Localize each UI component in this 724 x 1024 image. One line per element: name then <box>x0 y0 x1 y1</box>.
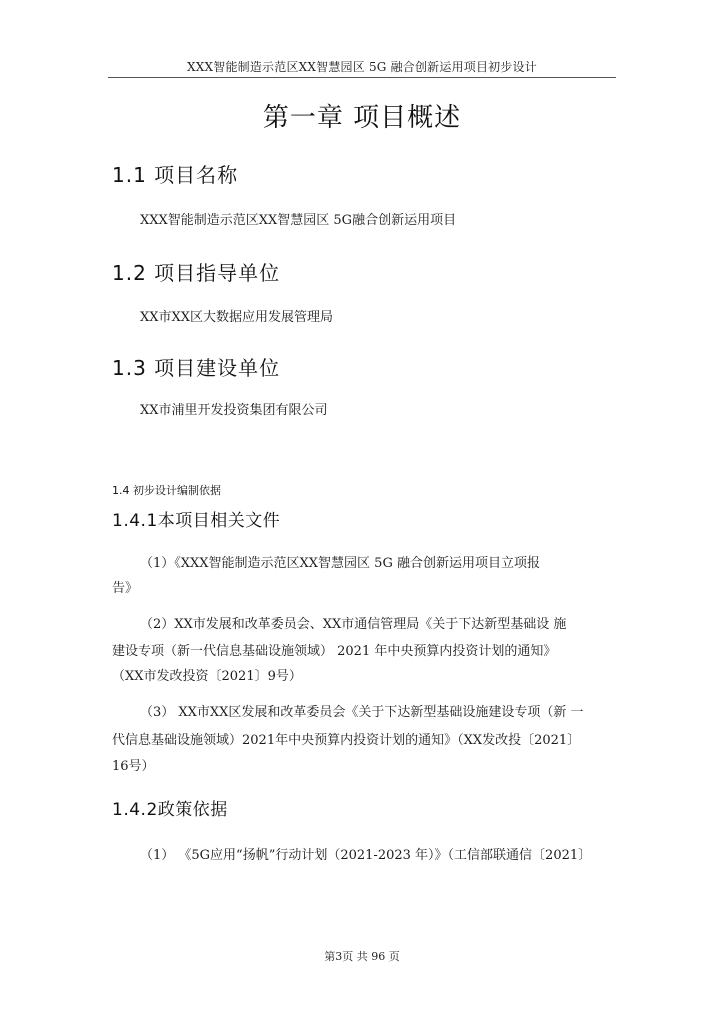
section-text-1-3: XX市浦里开发投资集团有限公司 <box>140 403 328 418</box>
section-heading-1-4-1: 1.4.1本项目相关文件 <box>112 511 281 531</box>
section-heading-1-1: 1.1 项目名称 <box>112 163 239 187</box>
section-heading-1-2: 1.2 项目指导单位 <box>112 261 281 285</box>
chapter-title: 第一章 项目概述 <box>262 103 462 133</box>
list-item-line: 告》 <box>112 581 139 596</box>
list-item-line: （3） XX市XX区发展和改革委员会《关于下达新型基础设施建设专项（新 一 <box>140 705 584 720</box>
list-item-line: （XX市发改投资〔2021〕9号） <box>112 669 302 684</box>
list-item-line: 16号） <box>112 759 155 774</box>
section-text-1-2: XX市XX区大数据应用发展管理局 <box>140 310 334 325</box>
page-footer: 第3页 共 96 页 <box>324 950 400 963</box>
list-item-line: （1） 《5G应用“扬帆”行动计划（2021-2023 年）》（工信部联通信〔2021〕 <box>140 848 592 863</box>
list-item-line: 代信息基础设施领域）2021年中央预算内投资计划的通知》（XX发改投〔2021〕 <box>112 733 581 748</box>
list-item-line: （2）XX市发展和改革委员会、XX市通信管理局《关于下达新型基础设 施 <box>140 617 567 632</box>
section-heading-1-4: 1.4 初步设计编制依据 <box>112 484 221 497</box>
section-text-1-1: XXX智能制造示范区XX智慧园区 5G融合创新运用项目 <box>140 213 457 228</box>
running-header: XXX智能制造示范区XX智慧园区 5G 融合创新运用项目初步设计 <box>187 60 537 74</box>
section-heading-1-3: 1.3 项目建设单位 <box>112 356 281 380</box>
header-divider <box>108 77 616 78</box>
list-item-line: 建设专项（新一代信息基础设施领域） 2021 年中央预算内投资计划的通知》 <box>112 644 557 659</box>
list-item-line: （1）《XXX智能制造示范区XX智慧园区 5G 融合创新运用项目立项报 <box>140 556 540 571</box>
section-heading-1-4-2: 1.4.2政策依据 <box>112 800 228 820</box>
